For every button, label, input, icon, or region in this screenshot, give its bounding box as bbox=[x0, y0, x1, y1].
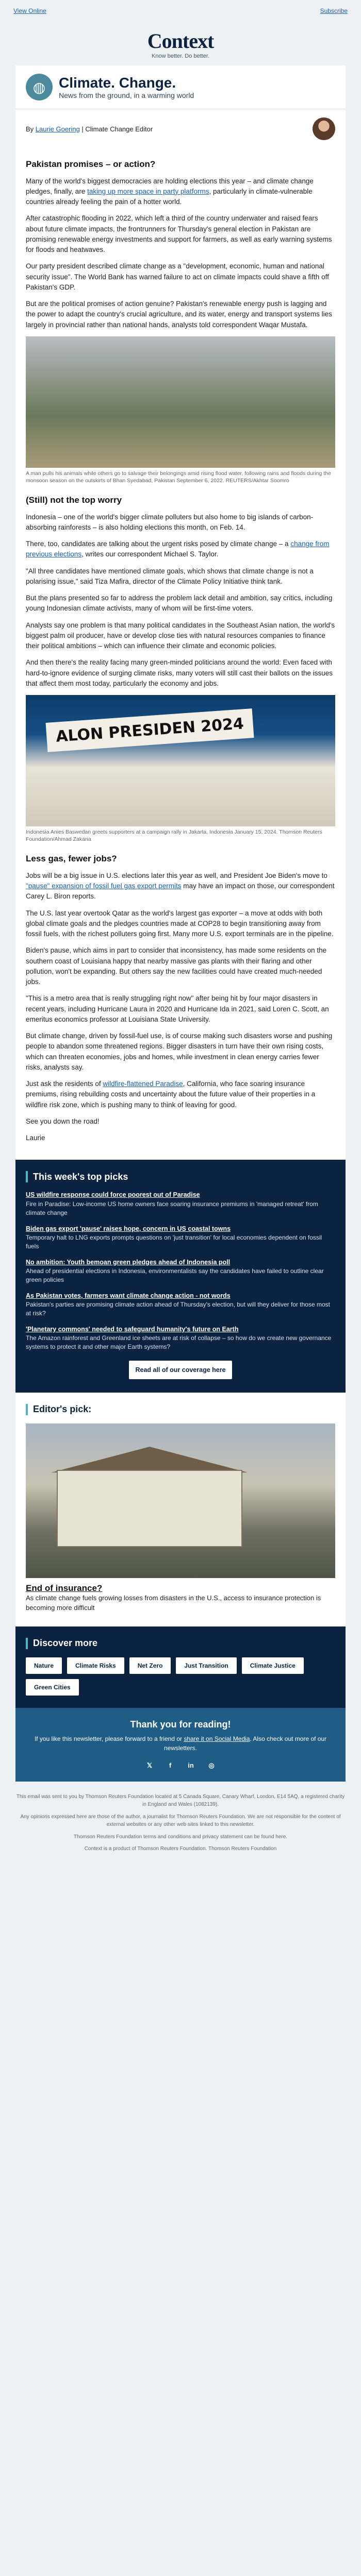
pick-title-link[interactable]: US wildfire response could force poorest out of Paradise bbox=[26, 1191, 200, 1199]
editors-pick-photo[interactable] bbox=[26, 1423, 335, 1578]
pick-item bbox=[26, 1292, 335, 1318]
chip-green-cities[interactable]: Green Cities bbox=[26, 1679, 79, 1696]
paragraph: But the plans presented so far to address the problem lack detail and ambition, say critics, including young Indonesian climate activists, many of whom will be first-time voters. bbox=[26, 594, 333, 613]
topic-chips bbox=[26, 1657, 335, 1696]
signoff: Laurie bbox=[26, 1134, 45, 1142]
paragraph: "All three candidates have mentioned climate goals, which shows that climate change is not a polarising issue," said Tiza Mafira, director of the Climate Policy Initiative think tank. bbox=[26, 567, 314, 585]
heading-indonesia: (Still) not the top worry bbox=[26, 495, 122, 505]
house-roof bbox=[52, 1447, 248, 1472]
rally-photo bbox=[26, 695, 335, 826]
top-picks-section bbox=[15, 1160, 346, 1392]
paragraph: But are the political promises of action genuine? Pakistan's renewable energy push is lagging and the power to adapt the country's crucial agriculture, and its water, energy and transport systems lies largely in provincial rather than national hands, analysts told correspondent Waqar Mustafa. bbox=[26, 300, 332, 329]
paragraph: Our party president described climate change as a "development, economic, human and national security issue". The World Bank has warned failure to act on climate impacts could shave a fifth off Pakistan's GDP. bbox=[26, 262, 329, 291]
previous-elections-link[interactable]: change from previous elections bbox=[26, 540, 330, 558]
newsletter-banner bbox=[15, 65, 346, 109]
pick-title-link[interactable]: As Pakistan votes, farmers want climate change action - not words bbox=[26, 1292, 231, 1299]
newsletter-title: Climate. Change. bbox=[59, 75, 176, 91]
x-icon[interactable]: 𝕏 bbox=[146, 1761, 153, 1769]
byline bbox=[15, 109, 346, 148]
byline-prefix: By bbox=[26, 125, 36, 133]
pick-description: Ahead of presidential elections in Indonesia, environmentalists say the candidates have failed to outline clear green policies bbox=[26, 1267, 324, 1283]
editors-pick-section bbox=[15, 1393, 346, 1626]
article bbox=[15, 158, 346, 1160]
chip-nature[interactable]: Nature bbox=[26, 1657, 62, 1674]
context-logo[interactable]: Context bbox=[147, 29, 214, 53]
tagline: Know better. Do better. bbox=[152, 53, 209, 59]
pick-description: Pakistan's parties are promising climate action ahead of Thursday's election, but will they deliver for those most at risk? bbox=[26, 1301, 330, 1317]
accent-bar bbox=[26, 1171, 28, 1182]
read-coverage-button[interactable]: Read all of our coverage here bbox=[129, 1361, 232, 1379]
chip-climate-justice[interactable]: Climate Justice bbox=[242, 1657, 304, 1674]
editors-pick-title-link[interactable]: End of insurance? bbox=[26, 1583, 103, 1593]
house bbox=[57, 1470, 242, 1547]
byline-text bbox=[26, 125, 153, 133]
paragraph: Biden's pause, which aims in part to consider that inconsistency, has made some residents on the southern coast of Louisiana happy that nearby massive gas plants with their flaring and other pollution, won't be expanding. But others say the new facilities could have created much-needed jobs. bbox=[26, 946, 327, 986]
globe-icon: ◍ bbox=[26, 74, 53, 100]
accent-bar bbox=[26, 1404, 28, 1415]
linkedin-icon[interactable]: in bbox=[188, 1761, 194, 1770]
accent-bar bbox=[26, 1638, 28, 1649]
paragraph: After catastrophic flooding in 2022, which left a third of the country underwater and raised fears about future climate impacts, the frontrunners for Thursday's general election in Pakistan are promising renewable energy investments and support for farmers, as well as early warning systems for floods and heatwaves. bbox=[26, 214, 332, 253]
top-bar bbox=[0, 0, 361, 22]
pick-item bbox=[26, 1325, 335, 1351]
footer-text: Thomson Reuters Foundation terms and conditions and privacy statement can be found here. bbox=[73, 1834, 288, 1840]
chip-just-transition[interactable]: Just Transition bbox=[176, 1657, 236, 1674]
author-role: Climate Change Editor bbox=[85, 125, 153, 133]
paragraph: Many of the world's biggest democracies are holding elections this year – and climate change pledges, finally, are taking up more space in party platforms, particularly in climate-vulnerable countries already feeling the pain of a hotter world. bbox=[26, 177, 314, 206]
photo-caption: A man pulls his animals while others go to salvage their belongings amid rising flood water, following rains and floods during the monsoon season on the outskirts of Bhan Syedabad, Pakistan September 6, 2022. REUTERS/Akhtar Soomro bbox=[26, 470, 331, 484]
footer bbox=[0, 1782, 361, 1873]
footer-text: Any opinions expressed here are those of the author, a journalist for Thomson Reuters Foundation. We are not responsible for the content of external websites or any other web sites linked to this newsletter. bbox=[20, 1814, 341, 1828]
paragraph: There, too, candidates are talking about the urgent risks posed by climate change – a change from previous elections, writes our correspondent Michael S. Taylor. bbox=[26, 540, 330, 558]
pick-item bbox=[26, 1191, 335, 1217]
paragraph: The U.S. last year overtook Qatar as the world's largest gas exporter – a move at odds with both global climate goals and the pledges countries made at COP28 to begin transitioning away from fossil fuels, with the richest polluters going first. Many more U.S. export terminals are in the pipeline. bbox=[26, 909, 334, 938]
pick-title-link[interactable]: No ambition: Youth bemoan green pledges ahead of Indonesia poll bbox=[26, 1258, 231, 1266]
editors-pick-heading: Editor's pick: bbox=[26, 1404, 335, 1415]
author-link[interactable]: Laurie Goering bbox=[35, 125, 80, 133]
newsletter-body bbox=[15, 65, 346, 1782]
party-platforms-link[interactable]: taking up more space in party platforms bbox=[87, 187, 209, 195]
flood-photo bbox=[26, 336, 335, 468]
paragraph: Analysts say one problem is that many political candidates in the Southeast Asian nation, the world's biggest palm oil producer, have or develop close ties with natural resources companies to finance their political ambitions – which can influence their climate and economic policies. bbox=[26, 621, 335, 650]
discover-section bbox=[15, 1626, 346, 1708]
paragraph: See you down the road! bbox=[26, 1117, 100, 1125]
chip-climate-risks[interactable]: Climate Risks bbox=[67, 1657, 124, 1674]
thanks-section bbox=[15, 1708, 346, 1782]
social-links bbox=[26, 1760, 335, 1771]
campaign-sign: ALON PRESIDEN 2024 bbox=[46, 708, 254, 752]
editors-pick-description: As climate change fuels growing losses from disasters in the U.S., access to insurance protection is becoming more difficult bbox=[26, 1594, 321, 1612]
paragraph: Indonesia – one of the world's bigger climate polluters but also home to big islands of carbon-absorbing rainforests – is also holding elections this month, on Feb. 14. bbox=[26, 513, 314, 531]
pick-item bbox=[26, 1258, 335, 1284]
thanks-text: If you like this newsletter, please forward to a friend or share it on Social Media. Also check out more of our newsletters. bbox=[34, 1735, 327, 1752]
byline-separator: | bbox=[79, 125, 86, 133]
heading-pakistan: Pakistan promises – or action? bbox=[26, 159, 156, 169]
thanks-heading: Thank you for reading! bbox=[130, 1719, 231, 1730]
author-avatar bbox=[313, 117, 335, 140]
pick-description: The Amazon rainforest and Greenland ice sheets are at risk of collapse – so how do we create new governance systems to protect it and other major Earth systems? bbox=[26, 1334, 332, 1351]
pick-description: Temporary halt to LNG exports prompts questions on 'just transition' for local economies dependent on fossil fuels bbox=[26, 1234, 322, 1250]
newsletter-subtitle: News from the ground, in a warming world bbox=[59, 91, 194, 99]
photo-caption: Indonesia Anies Baswedan greets supporters at a campaign rally in Jakarta, Indonesia January 15, 2024. Thomson Reuters Foundation/Ahmad Zakaria bbox=[26, 829, 322, 843]
heading-gas: Less gas, fewer jobs? bbox=[26, 854, 117, 864]
discover-heading: Discover more bbox=[26, 1638, 335, 1649]
top-picks-heading: This week's top picks bbox=[26, 1171, 335, 1182]
pick-title-link[interactable]: 'Planetary commons' needed to safeguard humanity's future on Earth bbox=[26, 1325, 239, 1333]
chip-net-zero[interactable]: Net Zero bbox=[129, 1657, 171, 1674]
paragraph: "This is a metro area that is really struggling right now" after being hit by four major disasters in recent years, including Hurricane Laura in 2020 and Hurricane Ida in 2021, said Loren C. Scott, an emeritus economics professor at Louisiana State University. bbox=[26, 994, 329, 1023]
paragraph: Jobs will be a big issue in U.S. elections later this year as well, and President Joe Biden's move to "pause" expansion of fossil fuel gas export permits may have an impact on those, our correspondent Carey L. Biron reports. bbox=[26, 871, 335, 901]
paradise-link[interactable]: wildfire-flattened Paradise bbox=[103, 1080, 183, 1088]
view-online-link[interactable]: View Online bbox=[13, 7, 46, 14]
paragraph: But climate change, driven by fossil-fuel use, is of course making such disasters worse and pushing people to abandon some threatened regions. Bigger disasters in turn have their own rising costs, which can threaten economies, jobs and homes, while investment in clean energy carries fewer risks, analysts say. bbox=[26, 1032, 333, 1071]
share-social-link[interactable]: share it on Social Media bbox=[184, 1735, 250, 1742]
facebook-icon[interactable]: f bbox=[169, 1761, 172, 1770]
pick-title-link[interactable]: Biden gas export 'pause' raises hope, concern in US coastal towns bbox=[26, 1225, 231, 1232]
pick-item bbox=[26, 1225, 335, 1251]
masthead bbox=[0, 22, 361, 65]
footer-text: This email was sent to you by Thomson Reuters Foundation located at 5 Canada Square, Canary Wharf, London, E14 5AQ, a registered charity in England and Wales (1082139). bbox=[16, 1793, 345, 1808]
subscribe-link[interactable]: Subscribe bbox=[320, 7, 348, 14]
paragraph: Just ask the residents of wildfire-flattened Paradise, California, who face soaring insurance premiums, rising rebuilding costs and uncertainty about the future value of their properties in a wildfire risk zone, which is pushing many to think of leaving for good. bbox=[26, 1080, 316, 1109]
gas-export-link[interactable]: "pause" expansion of fossil fuel gas export permits bbox=[26, 882, 182, 890]
footer-text: Context is a product of Thomson Reuters Foundation. Thomson Reuters Foundation bbox=[84, 1846, 277, 1852]
pick-description: Fire in Paradise: Low-income US home owners face soaring insurance premiums in 'managed retreat' from climate change bbox=[26, 1200, 318, 1216]
instagram-icon[interactable]: ◎ bbox=[208, 1761, 215, 1769]
paragraph: And then there's the reality facing many green-minded politicians around the world: Even faced with hard-to-ignore evidence of surging climate risks, many voters will still cast their ballots on the issues that affect them most today, particularly the economy and jobs. bbox=[26, 658, 333, 687]
